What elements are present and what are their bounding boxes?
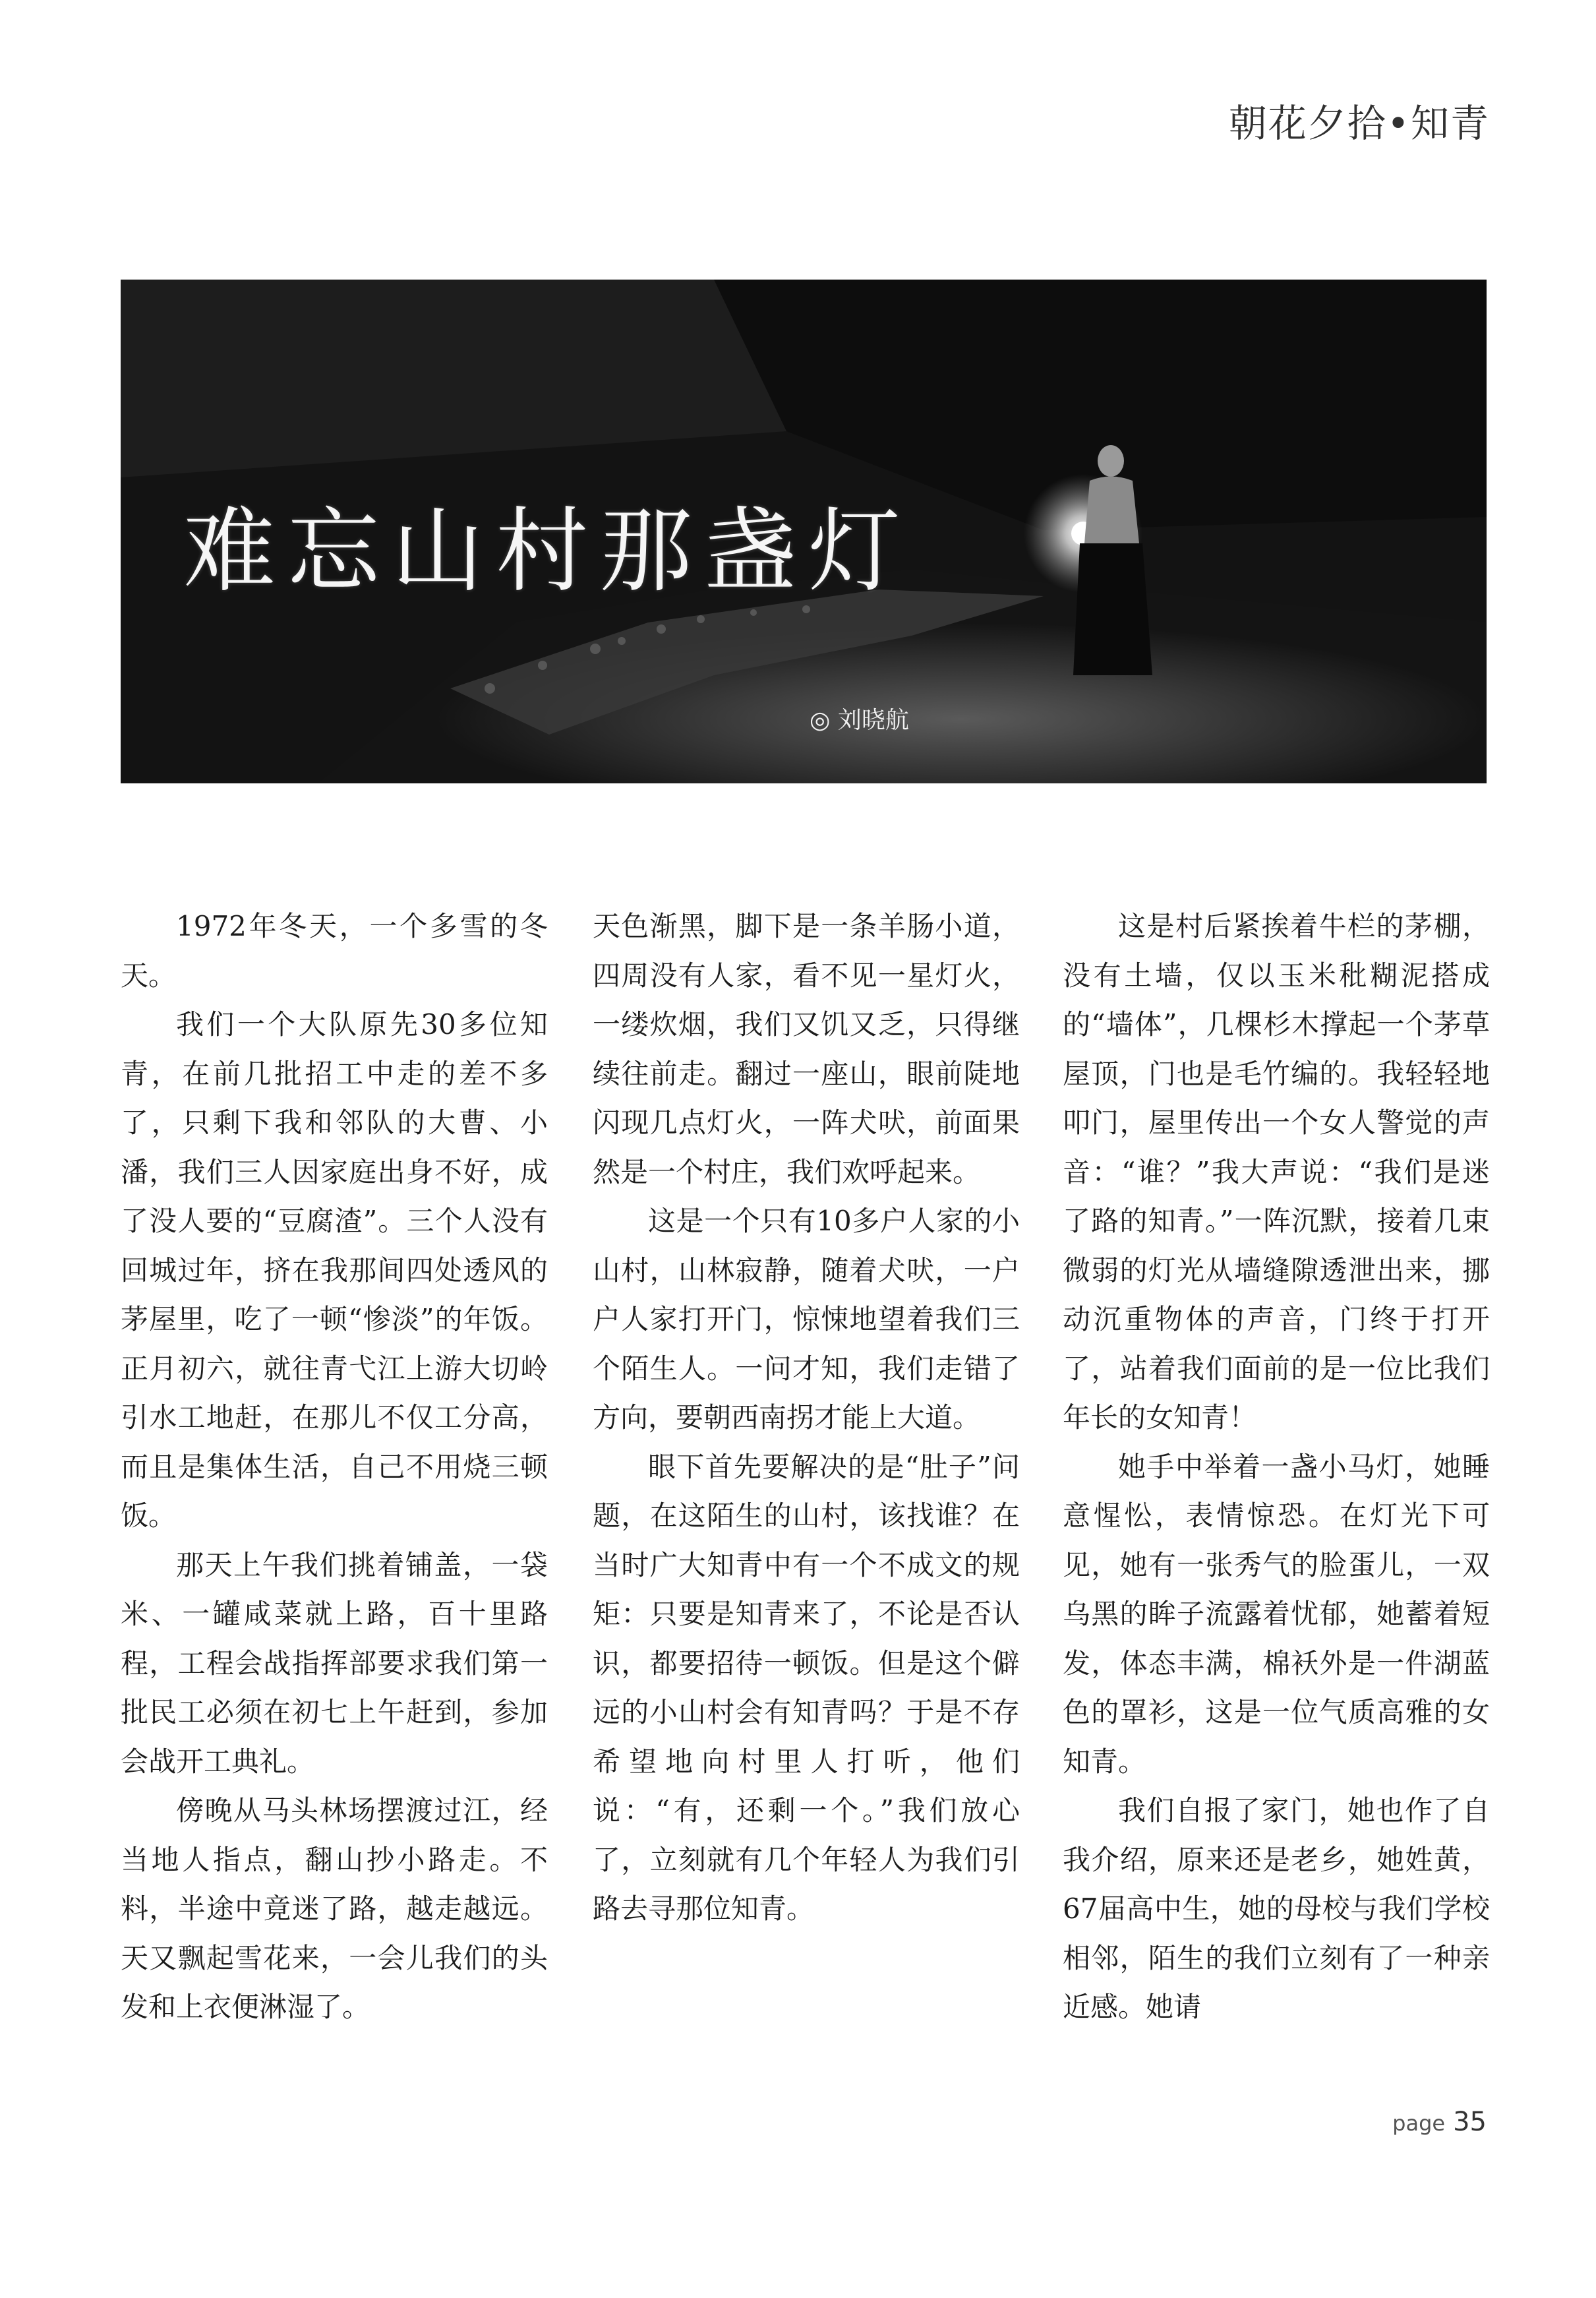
page-number: 35 (1453, 2107, 1487, 2137)
paragraph: 这是一个只有10多户人家的小山村，山林寂静，随着犬吠，一户户人家打开门，惊悚地望着我们三个陌生人。一问才知，我们走错了方向，要朝西南拐才能上大道。 (593, 1205, 1020, 1434)
author-byline: ◎ 刘晓航 (810, 707, 909, 734)
text-column-1 (121, 902, 548, 2032)
paragraph-continued: 天色渐黑，脚下是一条羊肠小道，四周没有人家，看不见一星灯火，一缕炊烟，我们又饥又乏，只得继续往前走。翻过一座山，眼前陡地闪现几点灯火，一阵犬吠，前面果然是一个村庄，我们欢呼起来。 (593, 910, 1020, 1188)
paragraph: 那天上午我们挑着铺盖，一袋米、一罐咸菜就上路，百十里路程，工程会战指挥部要求我们第一批民工必须在初七上午赶到，参加会战开工典礼。 (121, 1548, 548, 1778)
page-label: page (1392, 2111, 1446, 2136)
page-footer (1345, 2107, 1487, 2137)
paragraph: 傍晚从马头林场摆渡过江，经当地人指点，翻山抄小路走。不料，半途中竟迷了路，越走越远。天又飘起雪花来，一会儿我们的头发和上衣便淋湿了。 (121, 1794, 548, 2023)
paragraph: 1972年冬天，一个多雪的冬天。 (121, 910, 548, 992)
text-column-2 (593, 902, 1020, 1934)
paragraph: 她手中举着一盏小马灯，她睡意惺忪，表情惊恐。在灯光下可见，她有一张秀气的脸蛋儿，一双乌黑的眸子流露着忧郁，她蓄着短发，体态丰满，棉袄外是一件湖蓝色的罩衫，这是一位气质高雅的女知青。 (1063, 1450, 1490, 1778)
section-header: 朝花夕拾•知青 (1228, 101, 1490, 146)
article-title: 难忘山村那盏灯 (183, 498, 913, 605)
paragraph: 我们一个大队原先30多位知青，在前几批招工中走的差不多了，只剩下我和邻队的大曹、小潘，我们三人因家庭出身不好，成了没人要的“豆腐渣”。三个人没有回城过年，挤在我那间四处透风的茅屋里，吃了一顿“惨淡”的年饭。正月初六，就往青弋江上游大切岭引水工地赶，在那儿不仅工分高，而且是集体生活，自己不用烧三顿饭。 (121, 1008, 548, 1532)
paragraph: 我们自报了家门，她也作了自我介绍，原来还是老乡，她姓黄，67届高中生，她的母校与我们学校相邻，陌生的我们立刻有了一种亲近感。她请 (1063, 1794, 1490, 2023)
text-column-3 (1063, 902, 1490, 2032)
paragraph: 眼下首先要解决的是“肚子”问题，在这陌生的山村，该找谁？在当时广大知青中有一个不成文的规矩：只要是知青来了，不论是否认识，都要招待一顿饭。但是这个僻远的小山村会有知青吗？于是不存希望地向村里人打听，他们说：“有，还剩一个。”我们放心了，立刻就有几个年轻人为我们引路去寻那位知青。 (593, 1450, 1020, 1925)
paragraph: 这是村后紧挨着牛栏的茅棚，没有土墙，仅以玉米秕糊泥搭成的“墙体”，几棵杉木撑起一个茅草屋顶，门也是毛竹编的。我轻轻地叩门，屋里传出一个女人警觉的声音：“谁？”我大声说：“我们是迷了路的知青。”一阵沉默，接着几束微弱的灯光从墙缝隙透泄出来，挪动沉重物体的声音，门终于打开了，站着我们面前的是一位比我们年长的女知青！ (1063, 910, 1490, 1434)
hero-photo (121, 280, 1487, 783)
